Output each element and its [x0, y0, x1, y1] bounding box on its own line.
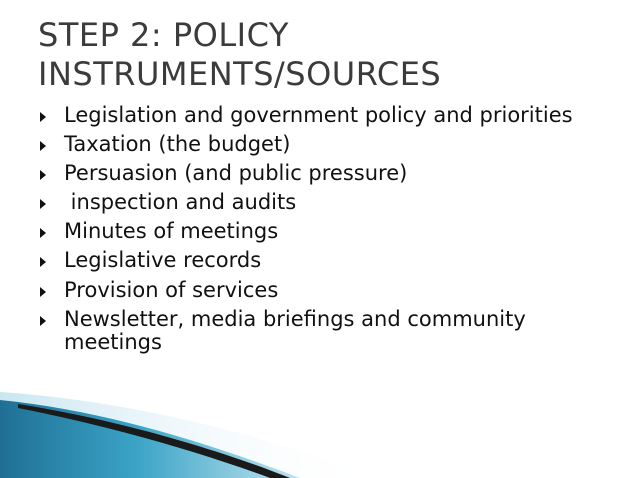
bullet-text: Persuasion (and public pressure)	[64, 161, 408, 186]
title-line-1: STEP 2: POLICY	[38, 16, 289, 54]
bullet-text: Provision of services	[64, 277, 279, 302]
bullet-text: Legislative records	[64, 248, 262, 273]
bullet-text: Minutes of meetings	[64, 219, 279, 244]
bullet-text: Newsletter, media briefings and community meetings	[64, 306, 526, 355]
bullet-text: Taxation (the budget)	[64, 132, 291, 157]
bullet-text: inspection and audits	[64, 190, 297, 215]
bullet-text: Legislation and government policy and priorities	[64, 103, 573, 127]
title-line-2: INSTRUMENTS/SOURCES	[38, 55, 442, 93]
